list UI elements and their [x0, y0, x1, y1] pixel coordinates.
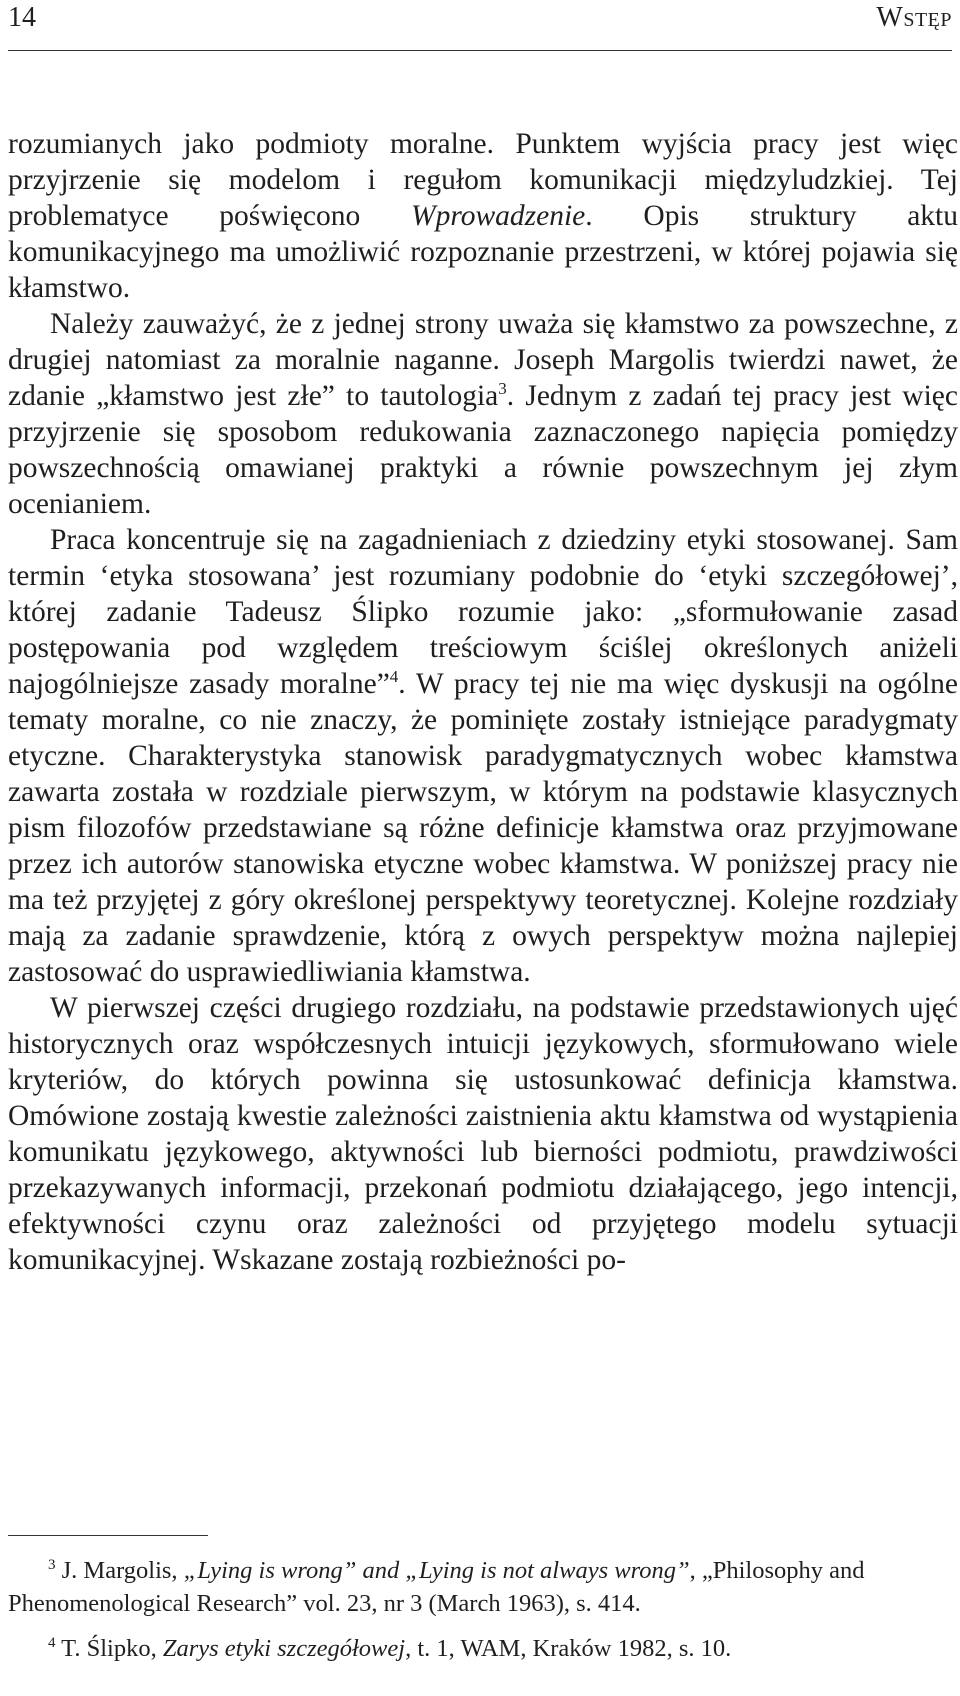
paragraph-2: [8, 306, 958, 522]
footnote-ref-4: 4: [389, 667, 399, 686]
footnote-3-part-3: , „Philosophy and Phenomenological Research” vol. 23, nr 3 (March 1963), s. 414.: [8, 1557, 865, 1617]
footnote-4-part-1: T. Ślipko,: [55, 1635, 163, 1662]
footnote-4: [8, 1632, 958, 1665]
paragraph-1: [8, 126, 958, 306]
footnote-ref-3: 3: [498, 379, 507, 398]
paragraph-2-text-a: Należy zauważyć, że z jednej strony uważa się kłamstwo za powszechne, z drugiej natomiast za moralnie naganne. Joseph Margolis twierdzi nawet, że zdanie „kłamstwo jest złe” to tautologia: [8, 308, 958, 412]
paragraph-4: W pierwszej części drugiego rozdziału, na podstawie przedstawionych ujęć historycznych oraz współczesnych intuicji językowych, sformułowano wiele kryteriów, do których powinna się ustosunkować definicja kłamstwa. Omówione zostają kwestie zależności zaistnienia aktu kłamstwa od wystąpienia komunikatu językowego, aktywności lub bierności podmiotu, prawdziwości przekazywanych informacji, przekonań podmiotu działającego, jego intencji, efektywności czynu oraz zależności od przyjętego modelu sytuacji komunikacyjnej. Wskazane zostają rozbieżności po-: [8, 992, 958, 1276]
footnote-3-number: 3: [48, 1557, 56, 1573]
paragraph-2-text-b: . Jednym z zadań tej pracy jest więc przyjrzenie się sposobom redukowania zaznaczonego napięcia pomiędzy powszechnością omawianej praktyki a równie powszechnym jej złym ocenianiem.: [8, 380, 958, 520]
paragraph-1-text-b: . Opis struktury aktu komunikacyjnego ma umożliwić rozpoznanie przestrzeni, w której pojawia się kłamstwo.: [8, 200, 959, 304]
footnote-4-number: 4: [48, 1635, 56, 1651]
paragraph-3: [8, 522, 958, 990]
paragraph-1-text-a: rozumianych jako podmioty moralne. Punktem wyjścia pracy jest więc przyjrzenie się modelom i regułom komunikacji międzyludzkiej. Tej problematyce poświęcono: [8, 128, 958, 232]
footnote-4-part-3: , t. 1, WAM, Kraków 1982, s. 10.: [405, 1635, 732, 1662]
main-text: [8, 126, 958, 1278]
running-head: Wstęp: [876, 2, 952, 33]
paragraph-1-italic: Wprowadzenie: [411, 200, 586, 232]
footnote-3-part-1: J. Margolis,: [55, 1557, 184, 1584]
footnote-4-title: Zarys etyki szczegółowej: [162, 1635, 406, 1662]
footnote-3: [8, 1554, 958, 1620]
footnotes: [8, 1554, 958, 1665]
footnote-3-title: „Lying is wrong” and „Lying is not always wrong”: [183, 1557, 690, 1584]
paragraph-3-text-a: Praca koncentruje się na zagadnieniach z dziedziny etyki stosowanej. Sam termin ‘etyka stosowana’ jest rozumiany podobnie do ‘etyki szczegółowej’, której zadanie Tadeusz Ślipko rozumie jako: „sformułowanie zasad postępowania pod względem treściowym ściślej określonych aniżeli najogólniejsze zasady moralne”: [8, 524, 958, 700]
page-header: [8, 0, 952, 51]
paragraph-3-text-b: . W pracy tej nie ma więc dyskusji na ogólne tematy moralne, co nie znaczy, że pominięte zostały istniejące paradygmaty etyczne. Charakterystyka stanowisk paradygmatycznych wobec kłamstwa zawarta została w rozdziale pierwszym, w którym na podstawie klasycznych pism filozofów przedstawiane są różne definicje kłamstwa oraz przyjmowane przez ich autorów stanowiska etyczne wobec kłamstwa. W poniższej pracy nie ma też przyjętej z góry określonej perspektywy teoretycznej. Kolejne rozdziały mają za zadanie sprawdzenie, którą z owych perspektyw można najlepiej zastosować do usprawiedliwiania kłamstwa.: [8, 668, 958, 988]
footnote-separator: [8, 1535, 208, 1536]
page-number: 14: [8, 2, 36, 33]
